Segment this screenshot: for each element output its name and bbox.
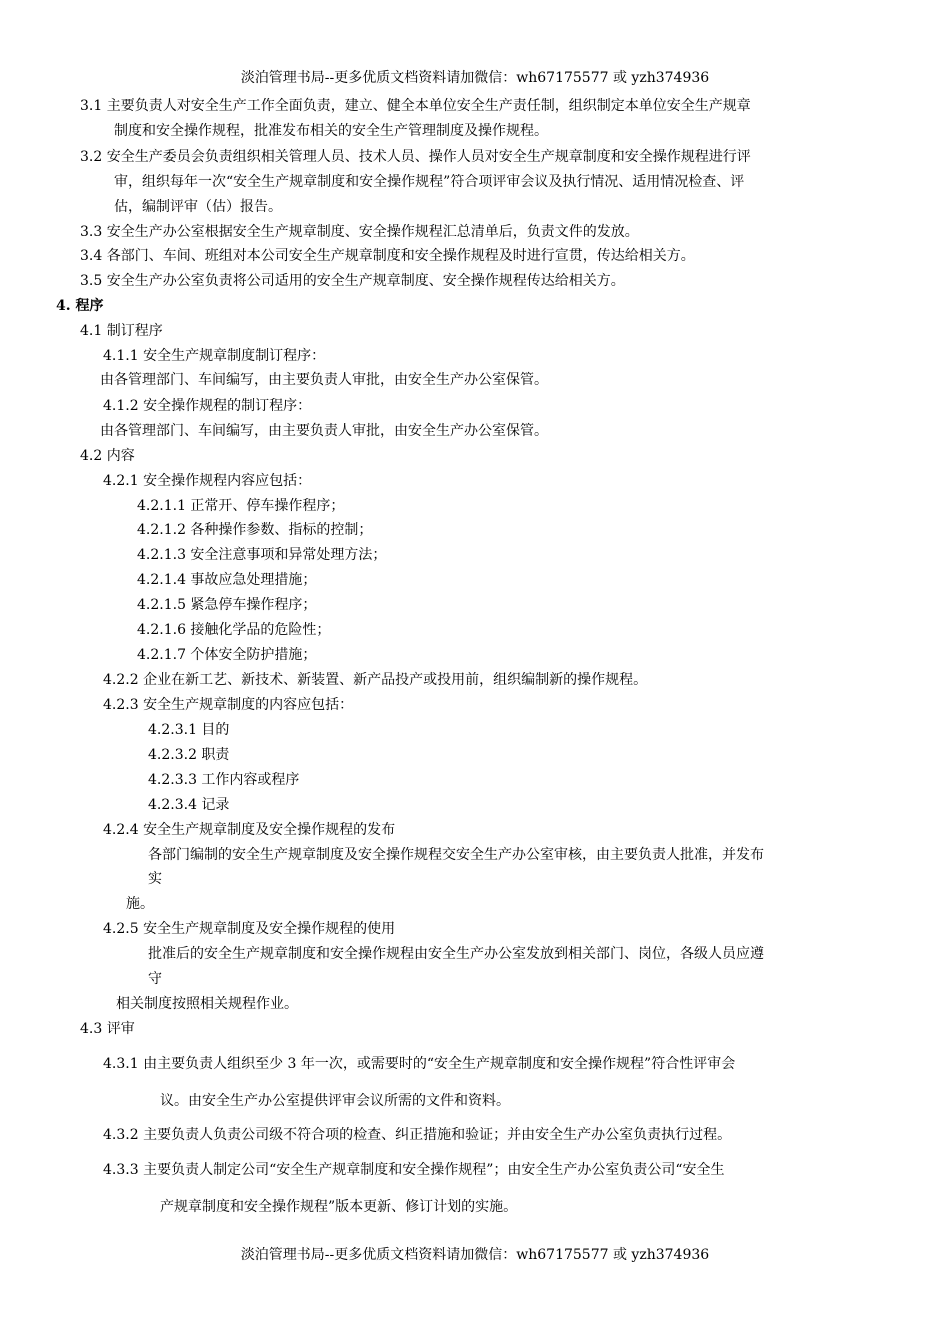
item-4-3-3-line2: 产规章制度和安全操作规程”版本更新、修订计划的实施。 bbox=[160, 1199, 518, 1215]
item-4-2-1-5: 4.2.1.5 紧急停车操作程序； bbox=[137, 597, 317, 613]
page-footer: 淡泊管理书局--更多优质文档资料请加微信：wh67175577 或 yzh374936 bbox=[240, 1247, 710, 1263]
resp-3-5: 3.5 安全生产办公室负责将公司适用的安全生产规章制度、安全操作规程传达给相关方。 bbox=[80, 273, 625, 289]
page-header: 淡泊管理书局--更多优质文档资料请加微信：wh67175577 或 yzh374936 bbox=[240, 70, 710, 86]
item-4-2-1-6: 4.2.1.6 接触化学品的危险性； bbox=[137, 622, 331, 638]
item-4-1-1-title: 4.1.1 安全生产规章制度制订程序： bbox=[103, 348, 326, 364]
item-4-2-4-line3: 施。 bbox=[126, 896, 154, 912]
item-4-3-2: 4.3.2 主要负责人负责公司级不符合项的检查、纠正措施和验证；并由安全生产办公室负责执行过程。 bbox=[103, 1127, 732, 1143]
resp-3-3: 3.3 安全生产办公室根据安全生产规章制度、安全操作规程汇总清单后，负责文件的发放。 bbox=[80, 224, 639, 240]
item-4-2-1-title: 4.2.1 安全操作规程内容应包括： bbox=[103, 473, 312, 489]
item-4-3-1-line1: 4.3.1 由主要负责人组织至少 3 年一次，或需要时的“安全生产规章制度和安全操作规程”符合性评审会 bbox=[103, 1056, 736, 1072]
section-4-heading: 4. 程序 bbox=[56, 298, 104, 314]
item-4-2-2: 4.2.2 企业在新工艺、新技术、新装置、新产品投产或投用前，组织编制新的操作规程。 bbox=[103, 672, 648, 688]
item-4-1-2-title: 4.1.2 安全操作规程的制订程序： bbox=[103, 398, 312, 414]
item-4-2-3-4: 4.2.3.4 记录 bbox=[148, 797, 230, 813]
item-4-2-4-title: 4.2.4 安全生产规章制度及安全操作规程的发布 bbox=[103, 822, 396, 838]
item-4-2-3-title: 4.2.3 安全生产规章制度的内容应包括： bbox=[103, 697, 354, 713]
section-4-1-title: 4.1 制订程序 bbox=[80, 323, 163, 339]
item-4-1-1-text: 由各管理部门、车间编写，由主要负责人审批，由安全生产办公室保管。 bbox=[100, 372, 548, 388]
item-4-1-2-text: 由各管理部门、车间编写，由主要负责人审批，由安全生产办公室保管。 bbox=[100, 423, 548, 439]
resp-3-2-line2: 审，组织每年一次“安全生产规章制度和安全操作规程”符合项评审会议及执行情况、适用情况检查、评 bbox=[114, 174, 745, 190]
item-4-2-3-3: 4.2.3.3 工作内容或程序 bbox=[148, 772, 300, 788]
item-4-2-4-line1: 各部门编制的安全生产规章制度及安全操作规程交安全生产办公室审核，由主要负责人批准，并发布 bbox=[148, 847, 764, 863]
resp-3-2-line1: 3.2 安全生产委员会负责组织相关管理人员、技术人员、操作人员对安全生产规章制度和安全操作规程进行评 bbox=[80, 149, 751, 165]
item-4-2-3-1: 4.2.3.1 目的 bbox=[148, 722, 230, 738]
item-4-2-5-line1: 批准后的安全生产规章制度和安全操作规程由安全生产办公室发放到相关部门、岗位，各级人员应遵 bbox=[148, 946, 764, 962]
item-4-2-1-2: 4.2.1.2 各种操作参数、指标的控制； bbox=[137, 522, 373, 538]
item-4-2-3-2: 4.2.3.2 职责 bbox=[148, 747, 230, 763]
item-4-3-3-line1: 4.3.3 主要负责人制定公司“安全生产规章制度和安全操作规程”；由安全生产办公室负责公司“安全生 bbox=[103, 1162, 725, 1178]
resp-3-2-line3: 估，编制评审（估）报告。 bbox=[114, 199, 282, 215]
item-4-2-1-7: 4.2.1.7 个体安全防护措施； bbox=[137, 647, 317, 663]
item-4-2-5-line2: 守 bbox=[148, 971, 162, 987]
item-4-2-4-line2: 实 bbox=[148, 871, 162, 887]
item-4-2-1-1: 4.2.1.1 正常开、停车操作程序； bbox=[137, 498, 345, 514]
resp-3-1-line2: 制度和安全操作规程，批准发布相关的安全生产管理制度及操作规程。 bbox=[114, 123, 548, 139]
item-4-2-1-4: 4.2.1.4 事故应急处理措施； bbox=[137, 572, 317, 588]
resp-3-4: 3.4 各部门、车间、班组对本公司安全生产规章制度和安全操作规程及时进行宣贯，传达给相关方。 bbox=[80, 248, 695, 264]
item-4-2-1-3: 4.2.1.3 安全注意事项和异常处理方法； bbox=[137, 547, 387, 563]
section-4-2-title: 4.2 内容 bbox=[80, 448, 135, 464]
resp-3-1-line1: 3.1 主要负责人对安全生产工作全面负责，建立、健全本单位安全生产责任制，组织制定本单位安全生产规章 bbox=[80, 98, 751, 114]
item-4-3-1-line2: 议。由安全生产办公室提供评审会议所需的文件和资料。 bbox=[160, 1093, 510, 1109]
item-4-2-5-line3: 相关制度按照相关规程作业。 bbox=[116, 996, 298, 1012]
section-4-3-title: 4.3 评审 bbox=[80, 1021, 135, 1037]
item-4-2-5-title: 4.2.5 安全生产规章制度及安全操作规程的使用 bbox=[103, 921, 396, 937]
